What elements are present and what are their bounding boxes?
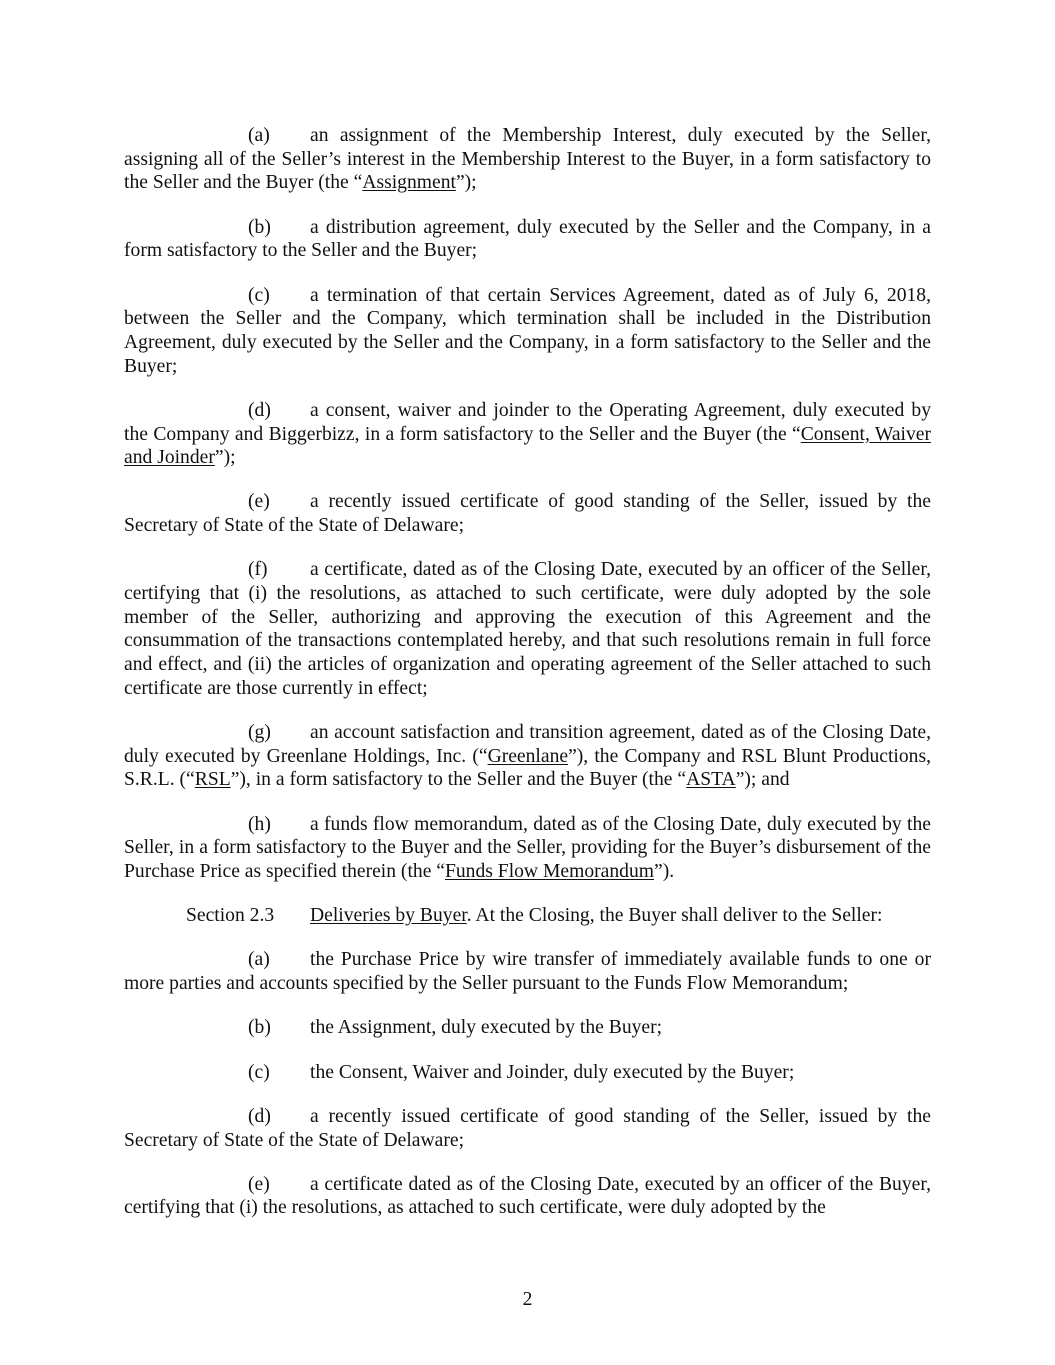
item-label: (a) — [248, 949, 270, 971]
defined-term-rsl: RSL — [194, 769, 231, 791]
item-label: (c) — [248, 1061, 270, 1083]
seller-delivery-h: (h) a funds flow memorandum, dated as of the Closing Date, duly executed by the Seller, in a form satisfactory to the Buyer and the Seller, providing for the Buyer’s disbursement of the Purchase Price as specified therein (the “Funds Flow Memorandum”). — [124, 813, 931, 883]
item-label: (b) — [248, 216, 271, 238]
buyer-delivery-e: (e) a certificate dated as of the Closing Date, executed by an officer of the Buyer, certifying that (i) the resolutions, as attached to such certificate, were duly adopted by the — [124, 1173, 931, 1219]
section-title: Deliveries by Buyer — [310, 905, 467, 927]
item-label: (h) — [248, 813, 271, 835]
defined-term-consent: Consent, Waiver and Joinder — [124, 423, 931, 469]
item-label: (f) — [248, 559, 268, 581]
section-heading: Section 2.3 Deliveries by Buyer. At the Closing, the Buyer shall deliver to the Seller: — [186, 905, 883, 927]
defined-term-funds-flow: Funds Flow Memorandum — [444, 861, 654, 883]
buyer-delivery-b: (b) the Assignment, duly executed by the Buyer; — [248, 1017, 663, 1039]
item-label: (b) — [248, 1017, 271, 1039]
buyer-delivery-c: (c) the Consent, Waiver and Joinder, duly executed by the Buyer; — [248, 1061, 795, 1083]
defined-term-greenlane: Greenlane — [487, 745, 569, 767]
document-page — [124, 124, 931, 1241]
seller-delivery-b: (b) a distribution agreement, duly executed by the Seller and the Company, in a form satisfactory to the Seller and the Buyer; — [124, 216, 931, 262]
seller-delivery-g: (g) an account satisfaction and transition agreement, dated as of the Closing Date, duly executed by Greenlane Holdings, Inc. (“Greenlane”), the Company and RSL Blunt Productions, S.R.L. (“RSL”), in a form satisfactory to the Seller and the Buyer (the “ASTA”); and — [124, 722, 931, 791]
item-label: (e) — [248, 1173, 270, 1195]
seller-delivery-d: (d) a consent, waiver and joinder to the Operating Agreement, duly executed by the Company and Biggerbizz, in a form satisfactory to the Seller and the Buyer (the “Consent, Waiver and Joinder”); — [124, 399, 931, 469]
item-label: (g) — [248, 722, 271, 744]
item-label: (d) — [248, 1105, 271, 1127]
seller-delivery-a: (a) an assignment of the Membership Interest, duly executed by the Seller, assigning all of the Seller’s interest in the Membership Interest to the Buyer, in a form satisfactory to the Seller and the Buyer (the “Assignment”); — [124, 125, 931, 194]
seller-delivery-e: (e) a recently issued certificate of good standing of the Seller, issued by the Secretary of State of the State of Delaware; — [124, 491, 931, 537]
section-number: Section 2.3 — [186, 905, 275, 927]
seller-delivery-c: (c) a termination of that certain Services Agreement, dated as of July 6, 2018, between the Seller and the Company, which termination shall be included in the Distribution Agreement, duly executed by the Seller and the Company, in a form satisfactory to the Seller and the Buyer; — [124, 284, 931, 377]
seller-delivery-f: (f) a certificate, dated as of the Closing Date, executed by an officer of the Seller, certifying that (i) the resolutions, as attached to such certificate, were duly adopted by the sole member of the Seller, authorizing and approving the execution of this Agreement and the consummation of the transactions contemplated hereby, and that such resolutions remain in full force and effect, and (ii) the articles of organization and operating agreement of the Seller attached to such certificate are those currently in effect; — [124, 559, 931, 699]
item-label: (e) — [248, 491, 270, 513]
page-number: 2 — [522, 1289, 533, 1310]
item-label: (c) — [248, 284, 270, 306]
defined-term-asta: ASTA — [686, 769, 736, 791]
buyer-delivery-d: (d) a recently issued certificate of good standing of the Seller, issued by the Secretary of State of the State of Delaware; — [124, 1105, 931, 1151]
buyer-delivery-a: (a) the Purchase Price by wire transfer of immediately available funds to one or more parties and accounts specified by the Seller pursuant to the Funds Flow Memorandum; — [124, 949, 931, 995]
item-label: (d) — [248, 399, 271, 421]
defined-term-assignment: Assignment — [362, 172, 456, 194]
item-label: (a) — [248, 125, 270, 146]
